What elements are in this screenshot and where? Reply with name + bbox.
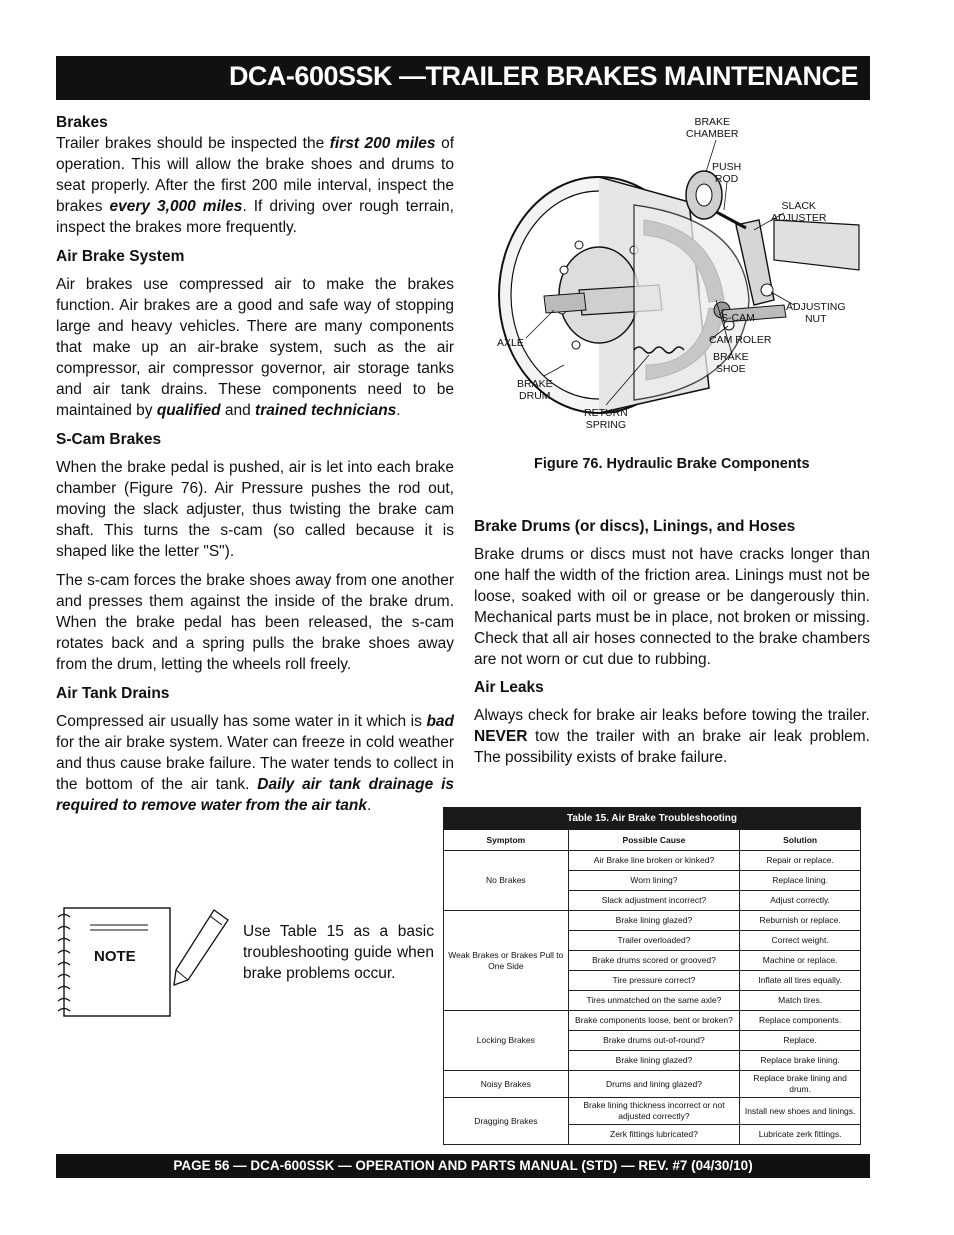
solution-cell: Replace brake lining. [740,1051,861,1071]
troubleshooting-table-container [443,807,861,1145]
text: Always check for brake air leaks before towing the trailer. [474,707,870,724]
table-body [444,851,861,1145]
cause-cell: Brake lining thickness incorrect or not adjusted correctly? [568,1098,740,1125]
text: for the air brake system. Water can freeze in cold weather and thus cause brake failure. The water tends to collect in the bottom of the air tank. [56,734,454,793]
solution-cell: Inflate all tires equally. [740,971,861,991]
solution-cell: Replace. [740,1031,861,1051]
label-text: BRAKE [517,378,553,390]
table-caption: Table 15. Air Brake Troubleshooting [444,808,861,830]
label-brake-drum [517,378,553,402]
table-row [444,1011,861,1031]
label-text: ADJUSTING [786,301,846,313]
cause-cell: Brake drums scored or grooved? [568,951,740,971]
solution-cell: Reburnish or replace. [740,911,861,931]
heading-air-tank-drains: Air Tank Drains [56,685,170,702]
heading-air-leaks: Air Leaks [474,679,544,696]
left-column [56,112,454,824]
solution-cell: Replace lining. [740,871,861,891]
text: of operation. This will allow the brake shoes and drums to seat properly. After the first 200 mile interval, inspect the brakes [56,135,454,215]
label-cam-roler: CAM ROLER [709,334,772,346]
label-text: SLACK [781,200,816,212]
solution-cell: Replace brake lining and drum. [740,1071,861,1098]
column-header-symptom: Symptom [444,830,569,851]
cause-cell: Trailer overloaded? [568,931,740,951]
right-column [474,516,870,775]
troubleshooting-table [443,807,861,1145]
notebook-pencil-icon [56,905,236,1020]
symptom-cell: Dragging Brakes [444,1098,569,1145]
text: and [220,402,256,419]
heading-air-brake-system: Air Brake System [56,248,185,265]
label-text: ROD [714,173,739,185]
symptom-cell: Noisy Brakes [444,1071,569,1098]
label-text: SHOE [715,363,746,375]
text: Compressed air usually has some water in it which is [56,713,427,730]
paragraph-air-tank-drains [56,711,454,816]
section-s-cam-brakes [56,429,454,675]
note-notebook-icon [56,905,171,1017]
paragraph-air-leaks [474,705,870,768]
symptom-cell: Weak Brakes or Brakes Pull to One Side [444,911,569,1011]
cause-cell: Air Brake line broken or kinked? [568,851,740,871]
figure-caption: Figure 76. Hydraulic Brake Components [534,456,810,472]
symptom-cell: No Brakes [444,851,569,911]
cause-cell: Drums and lining glazed? [568,1071,740,1098]
emphasis-qualified: qualified [156,402,221,419]
label-brake-chamber [686,116,739,140]
page-footer: PAGE 56 — DCA-600SSK — OPERATION AND PARTS MANUAL (STD) — REV. #7 (04/30/10) [56,1154,870,1178]
cause-cell: Brake lining glazed? [568,1051,740,1071]
heading-s-cam-brakes: S-Cam Brakes [56,431,162,448]
emphasis-never: NEVER [474,728,528,745]
label-axle: AXLE [497,337,524,349]
label-text: SPRING [585,419,626,431]
heading-brakes: Brakes [56,114,108,131]
solution-cell: Install new shoes and linings. [740,1098,861,1125]
paragraph-s-cam-1: When the brake pedal is pushed, air is let into each brake chamber (Figure 76). Air Pressure pushes the rod out, moving the slack adjuster, thus twisting the brake cam shaft. This turns the s-cam (so called because it is shaped like the letter "S"). [56,459,454,560]
section-air-leaks [474,677,870,768]
label-push-rod [712,161,741,185]
table-row [444,1098,861,1125]
emphasis-every-3000-miles: every 3,000 miles [109,198,243,215]
column-header-solution: Solution [740,830,861,851]
emphasis-trained-technicians: trained technicians [255,402,397,419]
note-label: NOTE [94,948,136,965]
column-header-possible-cause: Possible Cause [568,830,740,851]
label-text: NUT [804,313,827,325]
heading-brake-drums: Brake Drums (or discs), Linings, and Hoses [474,518,796,535]
solution-cell: Lubricate zerk fittings. [740,1125,861,1145]
cause-cell: Tire pressure correct? [568,971,740,991]
solution-cell: Replace components. [740,1011,861,1031]
brake-components-figure [484,110,864,440]
paragraph-brakes [56,133,454,238]
text: tow the trailer with an brake air leak problem. The possibility exists of brake failure. [474,728,870,766]
label-text: DRUM [519,390,551,402]
section-brake-drums [474,516,870,670]
solution-cell: Repair or replace. [740,851,861,871]
cause-cell: Brake drums out-of-round? [568,1031,740,1051]
table-row [444,911,861,931]
label-text: BRAKE [713,351,749,363]
solution-cell: Correct weight. [740,931,861,951]
table-row [444,1071,861,1098]
emphasis-daily-drainage: Daily air tank drainage is required to remove water from the air tank [56,776,454,814]
cause-cell: Zerk fittings lubricated? [568,1125,740,1145]
table-row [444,851,861,871]
section-air-brake-system [56,246,454,421]
text: Trailer brakes should be inspected the [56,135,330,152]
section-brakes [56,112,454,238]
label-slack-adjuster [771,200,826,224]
note-text: Use Table 15 as a basic troubleshooting guide when brake problems occur. [243,923,434,982]
cause-cell: Brake components loose, bent or broken? [568,1011,740,1031]
cause-cell: Slack adjustment incorrect? [568,891,740,911]
text: . If driving over rough terrain, inspect the brakes more frequently. [56,198,454,236]
solution-cell: Match tires. [740,991,861,1011]
page-title: DCA-600SSK —TRAILER BRAKES MAINTENANCE [228,61,858,91]
paragraph-s-cam-2: The s-cam forces the brake shoes away from one another and presses them against the inside of the brake drum. When the brake pedal has been released, the s-cam rotates back and a spring pulls the brake shoes away from the drum, letting the wheels roll freely. [56,572,454,673]
paragraph-air-brake-system [56,274,454,421]
paragraph-brake-drums: Brake drums or discs must not have cracks longer than one half the width of the friction area. Linings must not be loose, soaked with oil or grease or be dangerously thin. Mechanical parts must be in place, not broken or missing. Check that all air hoses connected to the brake chambers are not worn or cut due to rubbing. [474,546,870,668]
label-text: BRAKE [694,116,731,128]
label-brake-shoe [713,351,749,375]
text: . [366,797,372,814]
emphasis-first-200-miles: first 200 miles [329,135,436,152]
label-s-cam: S-CAM [721,312,755,324]
label-text: CHAMBER [686,128,739,140]
label-text: PUSH [712,161,742,173]
cause-cell: Tires unmatched on the same axle? [568,991,740,1011]
label-text: ADJUSTER [771,212,827,224]
cause-cell: Brake lining glazed? [568,911,740,931]
page-header-bar [56,56,870,100]
symptom-cell: Locking Brakes [444,1011,569,1071]
text: . [396,402,401,419]
label-text: RETURN [584,407,628,419]
text: Air brakes use compressed air to make the brakes function. Air brakes are a good and safe way of stopping large and heavy vehicles. There are many components that make up an air-brake system, such as the air compressor, air compressor governor, air storage tanks and air tank drains. These components need to be maintained by [56,276,454,419]
solution-cell: Adjust correctly. [740,891,861,911]
emphasis-bad: bad [426,713,454,730]
solution-cell: Machine or replace. [740,951,861,971]
label-adjusting-nut [786,301,846,325]
section-air-tank-drains [56,683,454,816]
cause-cell: Worn lining? [568,871,740,891]
label-return-spring [584,407,628,431]
